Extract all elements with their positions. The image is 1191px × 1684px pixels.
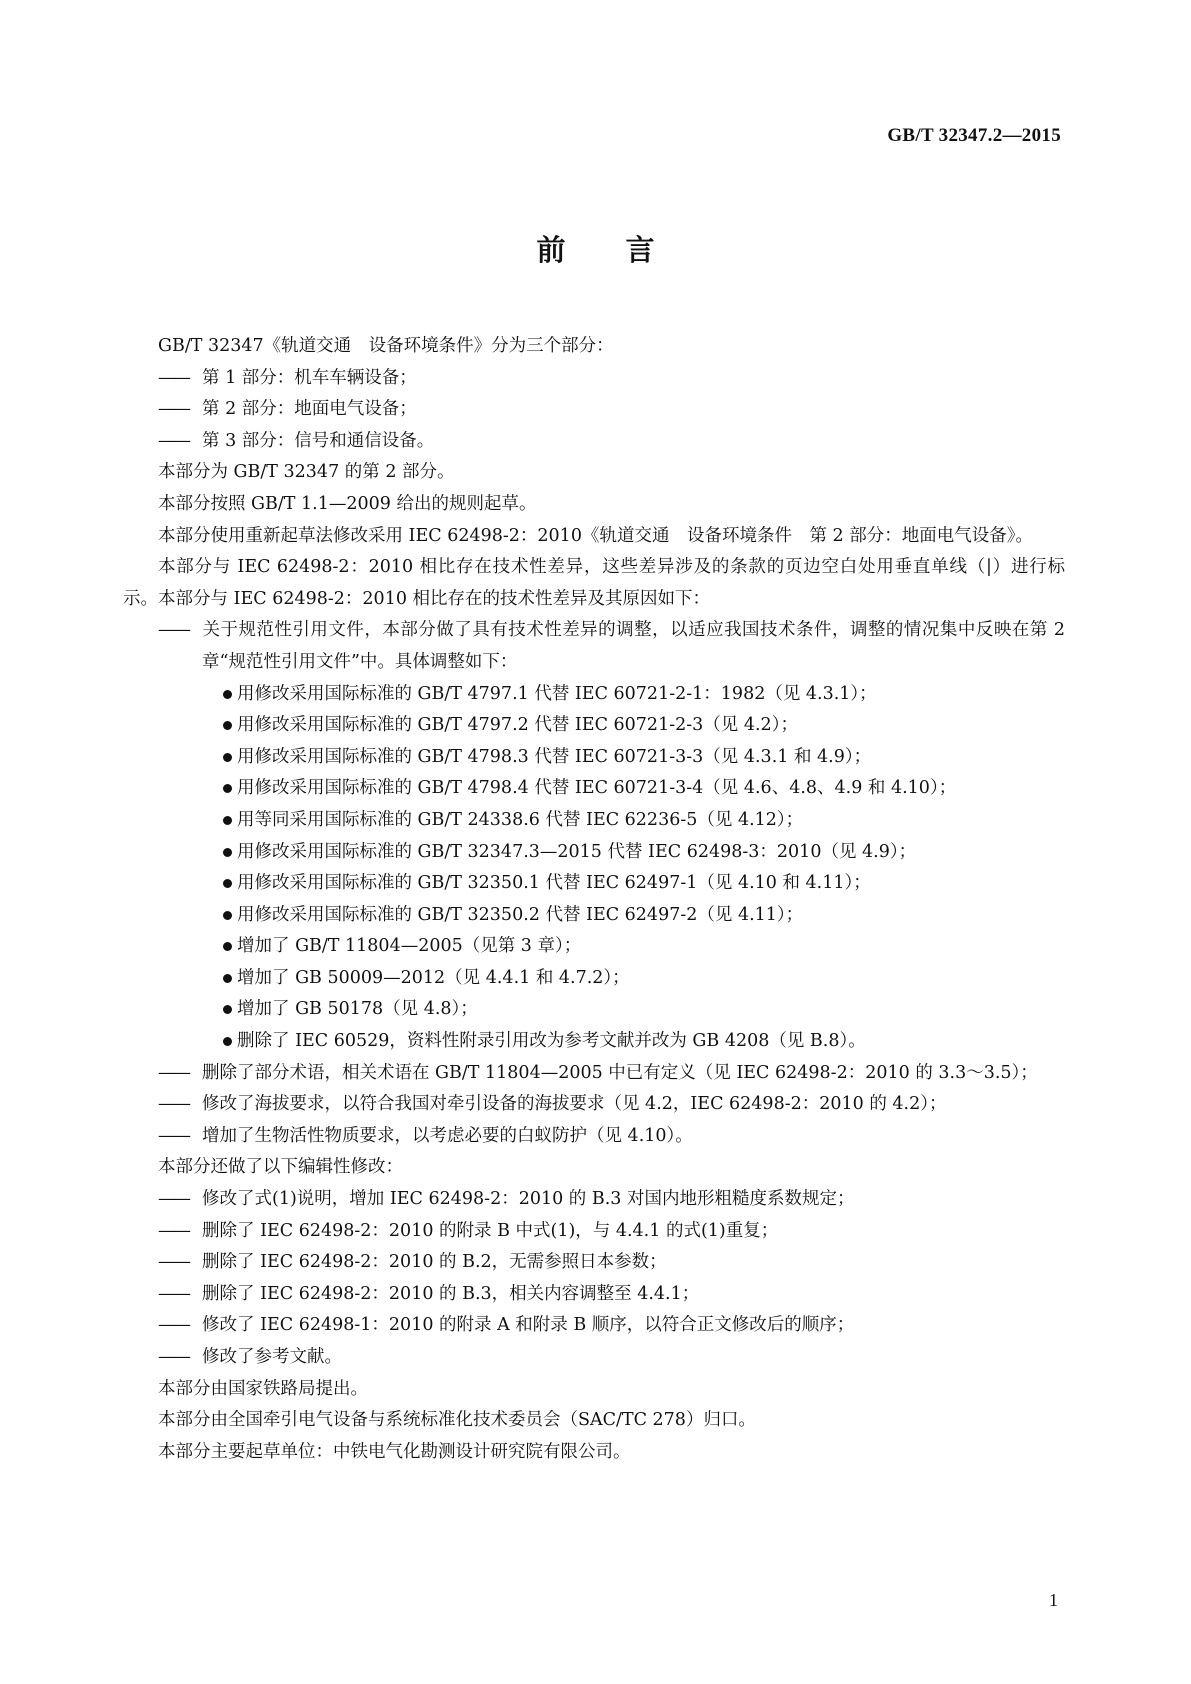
bullet-dot-icon	[223, 1037, 232, 1046]
editorial-item	[123, 1310, 1065, 1342]
normative-refs-item	[123, 615, 1065, 678]
part-2-item	[123, 394, 1065, 426]
this-part-paragraph: 本部分为 GB/T 32347 的第 2 部分。	[158, 462, 455, 483]
bullet-text: 用修改采用国际标准的 GB/T 4797.2 代替 IEC 60721-2-3（见 4.2）；	[237, 715, 798, 736]
part-1-text: 第 1 部分：机车车辆设备；	[202, 367, 417, 388]
drafting-unit-paragraph: 本部分主要起草单位：中铁电气化勘测设计研究院有限公司。	[158, 1441, 631, 1462]
dash-mark: ——	[158, 367, 189, 388]
dash-mark: ——	[158, 1125, 189, 1146]
bullet-dot-icon	[223, 816, 232, 825]
normative-refs-text: 关于规范性引用文件，本部分做了具有技术性差异的调整，以适应我国技术条件，调整的情况集中反映在第 2 章“规范性引用文件”中。具体调整如下：	[202, 620, 1065, 672]
bullet-item	[123, 1026, 1065, 1058]
editorial-item	[123, 1342, 1065, 1374]
bullet-text: 增加了 GB 50178（见 4.8）；	[237, 999, 478, 1020]
differences-paragraph: 本部分与 IEC 62498-2：2010 相比存在技术性差异，这些差异涉及的条款的页边空白处用垂直单线（|）进行标示。本部分与 IEC 62498-2：2010 相比存在的技术性差异及其原因如下：	[123, 557, 1065, 609]
bullet-item	[123, 805, 1065, 837]
bullet-item	[123, 868, 1065, 900]
dash-mark: ——	[158, 430, 189, 451]
centralized-by-paragraph: 本部分由全国牵引电气设备与系统标准化技术委员会（SAC/TC 278）归口。	[158, 1410, 756, 1431]
editorial-intro-paragraph: 本部分还做了以下编辑性修改：	[158, 1157, 403, 1178]
editorial-text: 修改了 IEC 62498-1：2010 的附录 A 和附录 B 顺序，以符合正文修改后的顺序；	[202, 1315, 855, 1336]
bullet-text: 用修改采用国际标准的 GB/T 32347.3—2015 代替 IEC 62498-3：2010（见 4.9）；	[237, 841, 917, 862]
bullet-dot-icon	[223, 848, 232, 857]
bullet-list	[123, 679, 1065, 1058]
dash-mark: ——	[158, 1252, 189, 1273]
bullet-item	[123, 994, 1065, 1026]
bullet-item	[123, 963, 1065, 995]
editorial-text: 删除了 IEC 62498-2：2010 的 B.3，相关内容调整至 4.4.1；	[202, 1283, 700, 1304]
altitude-item	[123, 1089, 1065, 1121]
dash-mark: ——	[158, 1094, 189, 1115]
bullet-dot-icon	[223, 753, 232, 762]
editorial-list	[123, 1184, 1065, 1374]
editorial-text: 修改了式(1)说明，增加 IEC 62498-2：2010 的 B.3 对国内地形粗糙度系数规定；	[202, 1189, 855, 1210]
dash-mark: ——	[158, 399, 189, 420]
dash-mark: ——	[158, 1220, 189, 1241]
editorial-item	[123, 1279, 1065, 1311]
bio-item	[123, 1121, 1065, 1153]
bullet-text: 用修改采用国际标准的 GB/T 32350.1 代替 IEC 62497-1（见 4.10 和 4.11）；	[237, 873, 871, 894]
page-title: 前言	[536, 233, 715, 267]
dash-mark: ——	[158, 1283, 189, 1304]
bullet-text: 增加了 GB 50009—2012（见 4.4.1 和 4.7.2）；	[237, 967, 630, 988]
bullet-item	[123, 773, 1065, 805]
part-3-item	[123, 426, 1065, 458]
dash-mark: ——	[158, 620, 189, 641]
bullet-item	[123, 931, 1065, 963]
bullet-text: 用修改采用国际标准的 GB/T 32350.2 代替 IEC 62497-2（见 4.11）；	[237, 904, 804, 925]
bullet-item	[123, 679, 1065, 711]
bullet-dot-icon	[223, 911, 232, 920]
bullet-item	[123, 837, 1065, 869]
dash-mark: ——	[158, 1315, 189, 1336]
altitude-text: 修改了海拔要求，以符合我国对牵引设备的海拔要求（见 4.2，IEC 62498-2：2010 的 4.2）；	[202, 1094, 947, 1115]
bullet-item	[123, 900, 1065, 932]
bullet-text: 用修改采用国际标准的 GB/T 4797.1 代替 IEC 60721-2-1：1982（见 4.3.1）；	[237, 683, 877, 704]
part-2-text: 第 2 部分：地面电气设备；	[202, 399, 417, 420]
editorial-item	[123, 1247, 1065, 1279]
deleted-terms-item	[123, 1058, 1065, 1090]
bullet-dot-icon	[223, 974, 232, 983]
page-number: 1	[1049, 1590, 1058, 1610]
editorial-item	[123, 1216, 1065, 1248]
dash-mark: ——	[158, 1062, 189, 1083]
bullet-text: 用修改采用国际标准的 GB/T 4798.3 代替 IEC 60721-3-3（见 4.3.1 和 4.9）；	[237, 746, 872, 767]
editorial-text: 删除了 IEC 62498-2：2010 的附录 B 中式(1)，与 4.4.1 的式(1)重复；	[202, 1220, 779, 1241]
dash-mark: ——	[158, 1347, 189, 1367]
editorial-item	[123, 1184, 1065, 1216]
bio-text: 增加了生物活性物质要求，以考虑必要的白蚁防护（见 4.10）。	[202, 1125, 693, 1146]
document-body	[123, 331, 1065, 1468]
header-standard-code: GB/T 32347.2—2015	[887, 125, 1061, 146]
part-3-text: 第 3 部分：信号和通信设备。	[202, 430, 435, 451]
editorial-text: 删除了 IEC 62498-2：2010 的 B.2，无需参照日本参数；	[202, 1252, 667, 1273]
bullet-text: 删除了 IEC 60529，资料性附录引用改为参考文献并改为 GB 4208（见 B.8）。	[237, 1031, 866, 1052]
drafting-rule-paragraph: 本部分按照 GB/T 1.1—2009 给出的规则起草。	[158, 493, 537, 514]
editorial-text: 修改了参考文献。	[202, 1347, 342, 1367]
bullet-text: 用等同采用国际标准的 GB/T 24338.6 代替 IEC 62236-5（见 4.12）；	[237, 809, 804, 830]
bullet-dot-icon	[223, 690, 232, 699]
bullet-text: 增加了 GB/T 11804—2005（见第 3 章）；	[237, 936, 582, 957]
part-1-item	[123, 363, 1065, 395]
intro-paragraph: GB/T 32347《轨道交通 设备环境条件》分为三个部分：	[158, 336, 614, 356]
adoption-paragraph: 本部分使用重新起草法修改采用 IEC 62498-2：2010《轨道交通 设备环境条件 第 2 部分：地面电气设备》。	[158, 525, 1033, 546]
bullet-item	[123, 710, 1065, 742]
dash-mark: ——	[158, 1189, 189, 1210]
deleted-terms-text: 删除了部分术语，相关术语在 GB/T 11804—2005 中已有定义（见 IEC 62498-2：2010 的 3.3～3.5）；	[202, 1062, 1038, 1083]
bullet-item	[123, 742, 1065, 774]
bullet-text: 用修改采用国际标准的 GB/T 4798.4 代替 IEC 60721-3-4（见 4.6、4.8、4.9 和 4.10）；	[237, 778, 957, 799]
proposed-by-paragraph: 本部分由国家铁路局提出。	[158, 1378, 368, 1399]
